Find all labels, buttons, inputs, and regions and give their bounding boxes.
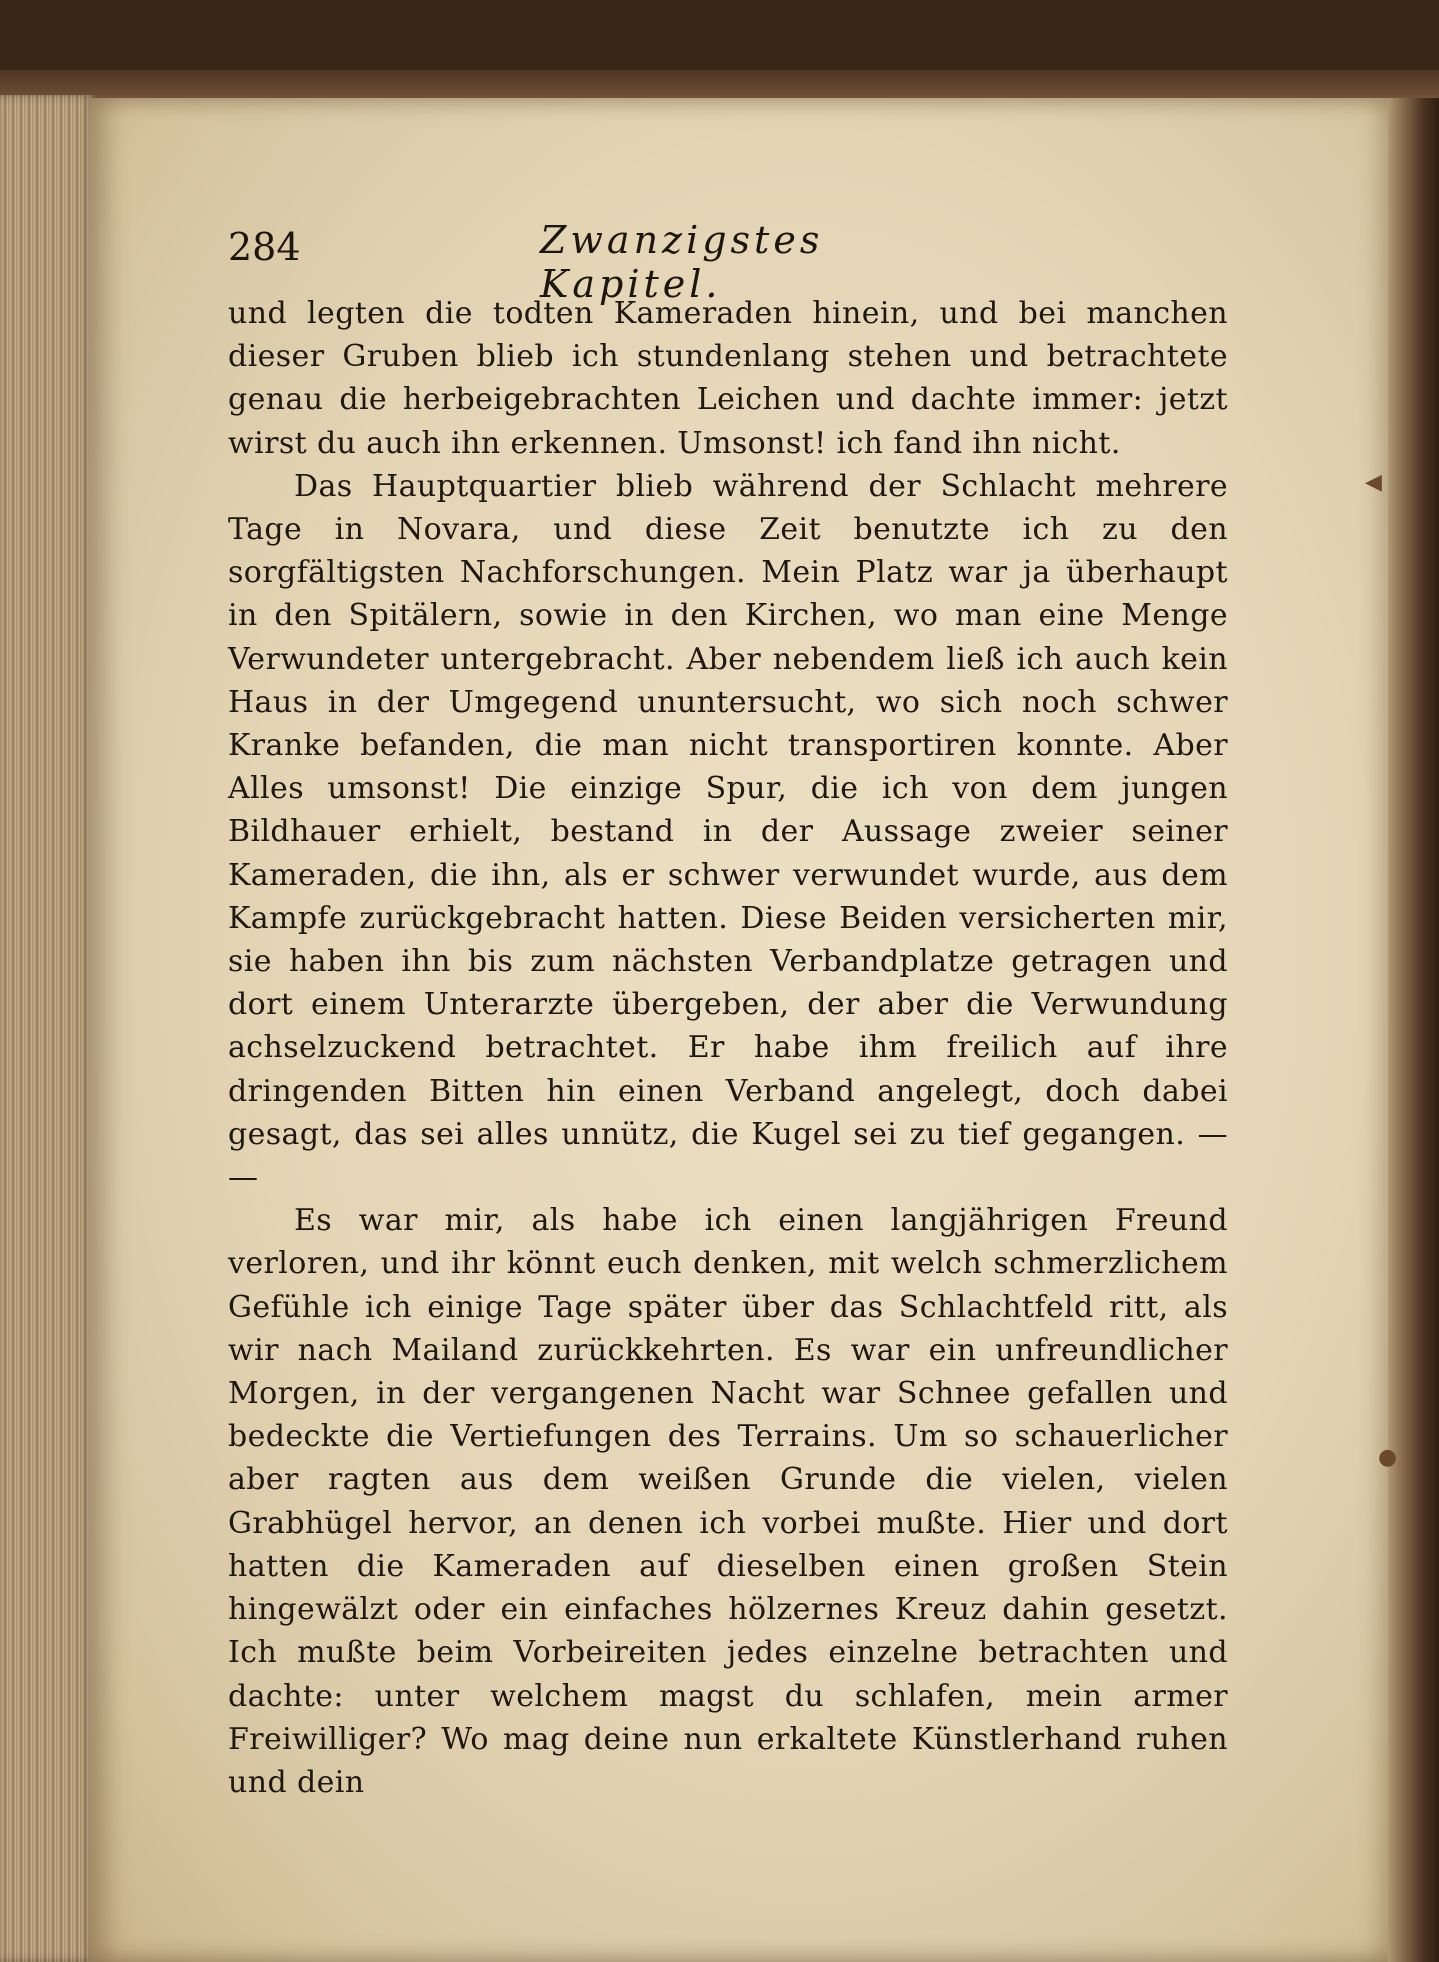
- paragraph-1: und legten die todten Kameraden hinein, und bei manchen dieser Gruben blieb ich stundenlang stehen und betrachtete genau die herbeigebrachten Leichen und dachte immer: jetzt wirst du auch ihn erkennen. Umsonst! ich fand ihn nicht.: [228, 296, 1228, 461]
- page-number: 284: [228, 225, 301, 269]
- margin-arrow-icon: ◀: [1365, 470, 1382, 495]
- right-binding-edge: [1385, 98, 1439, 1962]
- running-head: Zwanzigstes Kapitel.: [540, 218, 824, 306]
- paragraph-2: Das Hauptquartier blieb während der Schlacht mehrere Tage in Novara, und diese Zeit benutzte ich zu den sorgfältigsten Nachforschungen. Mein Platz war ja überhaupt in den Spitälern, sowie in den Kirchen, wo man eine Menge Verwundeter untergebracht. Aber nebendem ließ ich auch kein Haus in der Umgegend ununtersucht, wo sich noch schwer Kranke befanden, die man nicht transportiren konnte. Aber Alles umsonst! Die einzige Spur, die ich von dem jungen Bildhauer erhielt, bestand in der Aussage zweier seiner Kameraden, die ihn, als er schwer verwundet wurde, aus dem Kampfe zurückgebracht hatten. Diese Beiden versicherten mir, sie haben ihn bis zum nächsten Verbandplatze getragen und dort einem Unterarzte übergeben, der aber die Verwundung achselzuckend betrachtet. Er habe ihm freilich auf ihre dringenden Bitten hin einen Verband angelegt, doch dabei gesagt, das sei alles unnütz, die Kugel sei zu tief gegangen. — —: [228, 468, 1228, 1196]
- margin-dot-icon: ●: [1378, 1445, 1398, 1470]
- page-stack-edge: [0, 95, 95, 1962]
- body-text: [228, 292, 1228, 1804]
- paragraph-3: Es war mir, als habe ich einen langjährigen Freund verloren, und ihr könnt euch denken, mit welch schmerzlichem Gefühle ich einige Tage später über das Schlachtfeld ritt, als wir nach Mailand zurückkehrten. Es war ein unfreundlicher Morgen, in der vergangenen Nacht war Schnee gefallen und bedeckte die Vertiefungen des Terrains. Um so schauerlicher aber ragten aus dem weißen Grunde die vielen, vielen Grabhügel hervor, an denen ich vorbei mußte. Hier und dort hatten die Kameraden auf dieselben einen großen Stein hingewälzt oder ein einfaches hölzernes Kreuz dahin gesetzt. Ich mußte beim Vorbeireiten jedes einzelne betrachten und dachte: unter welchem magst du schlafen, mein armer Freiwilliger? Wo mag deine nun erkaltete Künstlerhand ruhen und dein: [228, 1203, 1228, 1800]
